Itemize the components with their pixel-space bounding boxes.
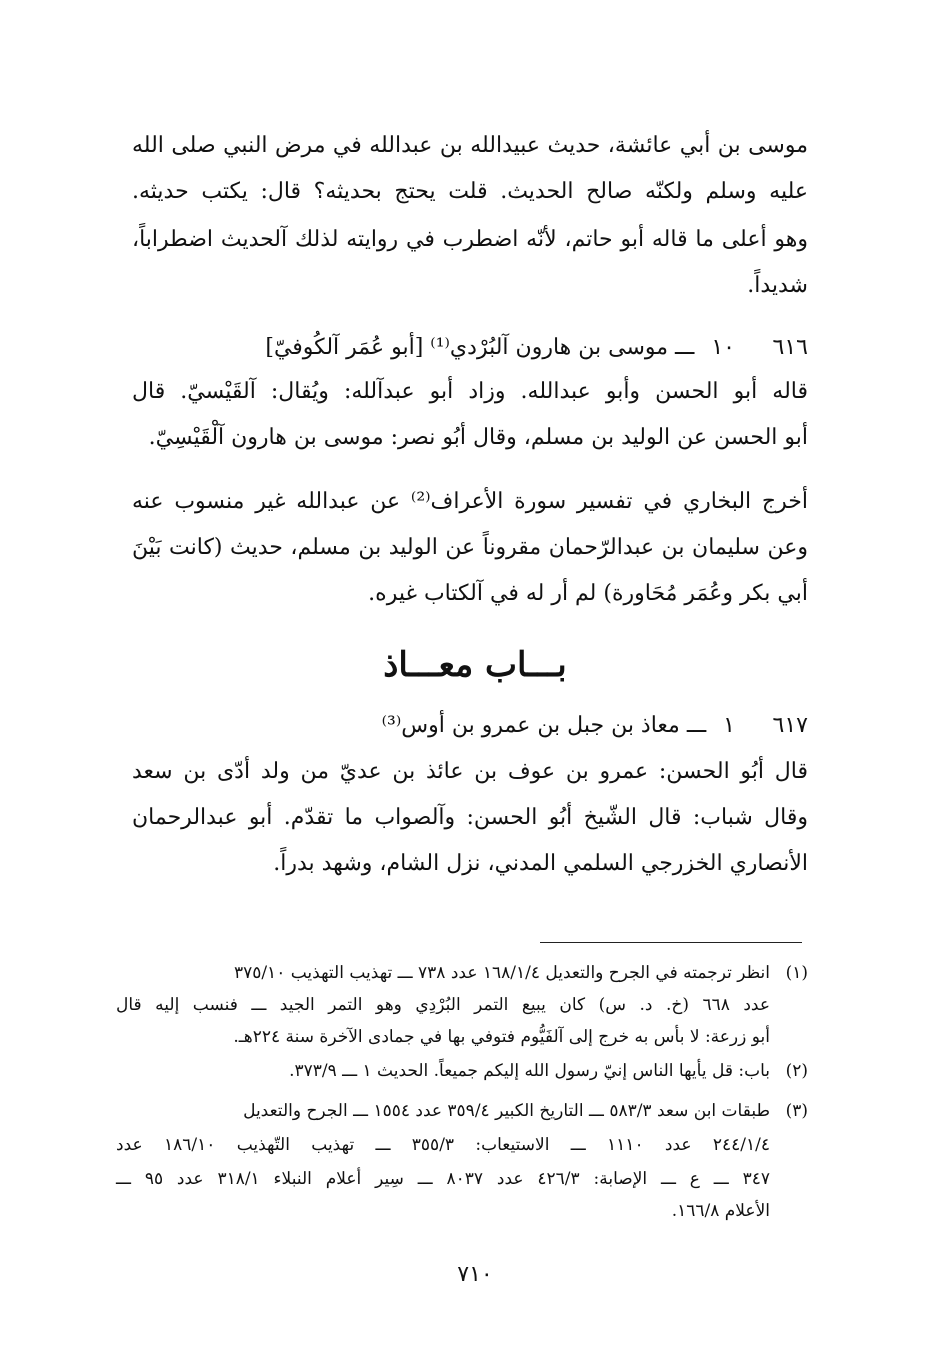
- footnote-marker: (٢): [785, 1061, 808, 1081]
- text-line: قاله أبو الحسن وأبو عبدالله. وزاد أبو عبدآلله: ويُقال: آلقَيْسيّ. قال: [132, 379, 808, 404]
- text-line: وقال شباب: قال الشّيخ أبُو الحسن: وآلصواب ما تقدّم. أبو عبدالرحمان: [132, 805, 808, 830]
- section-title: بـــاب معـــاذ: [383, 645, 567, 685]
- footnote-line: أبو زرعة: لا بأس به خرج إلى آلفَيُّوم فتوفي بها في جمادى الآخرة سنة ٢٢٤هـ.: [233, 1027, 770, 1047]
- text-line: أخرج البخاري في تفسير سورة الأعراف⁽²⁾ عن عبدالله غير منسوب عنه: [132, 489, 808, 514]
- entry-title: ـــ موسى بن هارون آلبُرْدي⁽¹⁾ [أبو عُمَر آلكُوفيّ]: [265, 335, 695, 360]
- entry-heading-617: [132, 706, 808, 746]
- text-line: الأنصاري الخزرجي السلمي المدني، نزل الشام، وشهد بدراً.: [273, 851, 808, 876]
- footnote-marker: (١): [785, 963, 808, 983]
- footnote-text: باب: قل يأيها الناس إنيّ رسول الله إليكم جميعاً. الحديث ١ ـــ ٣٧٣/٩.: [289, 1061, 770, 1081]
- entry-number: ٦١٧: [772, 713, 808, 738]
- footnote-1: [116, 958, 808, 988]
- footnote-line: الأعلام ١٦٦/٨.: [671, 1201, 770, 1221]
- text-line: شديداً.: [747, 273, 808, 298]
- footnote-marker: (٣): [785, 1101, 808, 1121]
- footnote-line: عدد ٦٦٨ (خ. د. س) كان يبيع التمر البُرْدِي وهو التمر الجيد ـــ فنسب إليه قال: [116, 995, 770, 1015]
- text-line: قال أبُو الحسن: عمرو بن عوف بن عائذ بن عديّ من ولد أدّى بن سعد: [132, 759, 808, 784]
- text-line: أبو الحسن عن الوليد بن مسلم، وقال أبُو نصر: موسى بن هارون آلْقَيْسِيّ.: [148, 425, 808, 450]
- text-line: عليه وسلم ولكنّه صالح الحديث. قلت يحتج بحديثه؟ قال: يكتب حديثه.: [132, 179, 808, 204]
- entry-index: ١٠: [711, 335, 735, 360]
- footnote-line: ٢٤٤/١/٤ عدد ١١١٠ ـــ الاستيعاب: ٣٥٥/٣ ـــ تهذيب التّهذيب ١٨٦/١٠ عدد: [116, 1135, 770, 1155]
- footnote-3: [116, 1096, 808, 1126]
- entry-title: ـــ معاذ بن جبل بن عمرو بن أوس⁽³⁾: [381, 713, 707, 738]
- text-line: وهو أعلى ما قاله أبو حاتم، لأنّه اضطرب في روايته لذلك آلحديث اضطراباً،: [132, 227, 808, 252]
- text-line: أبي بكر وعُمَر مُحَاورة) لم أر له في آلكتاب غيره.: [368, 581, 808, 606]
- footnote-line: ٣٤٧ ـــ ع ـــ الإصابة: ٤٢٦/٣ عدد ٨٠٣٧ ـــ سِير أعلام النبلاء ٣١٨/١ عدد ٩٥ ـــ: [116, 1169, 770, 1189]
- entry-heading-616: [132, 328, 808, 368]
- footnote-2: [116, 1056, 808, 1086]
- footnote-separator: [540, 942, 802, 943]
- text-line: وعن سليمان بن عبدالرّحمان مقروناً عن الوليد بن مسلم، حديث (كانت بَيْنَ: [132, 535, 808, 560]
- page-number: ٧١٠: [457, 1262, 493, 1287]
- entry-index: ١: [723, 713, 735, 738]
- text-line: موسى بن أبي عائشة، حديث عبيدالله بن عبدالله في مرض النبي صلى الله: [132, 133, 808, 158]
- footnote-text: انظر ترجمته في الجرح والتعديل ١٦٨/١/٤ عدد ٧٣٨ ـــ تهذيب التهذيب ٣٧٥/١٠: [233, 963, 770, 983]
- footnote-text: طبقات ابن سعد ٥٨٣/٣ ـــ التاريخ الكبير ٣٥٩/٤ عدد ١٥٥٤ ـــ الجرح والتعديل: [243, 1101, 770, 1121]
- entry-number: ٦١٦: [772, 335, 808, 360]
